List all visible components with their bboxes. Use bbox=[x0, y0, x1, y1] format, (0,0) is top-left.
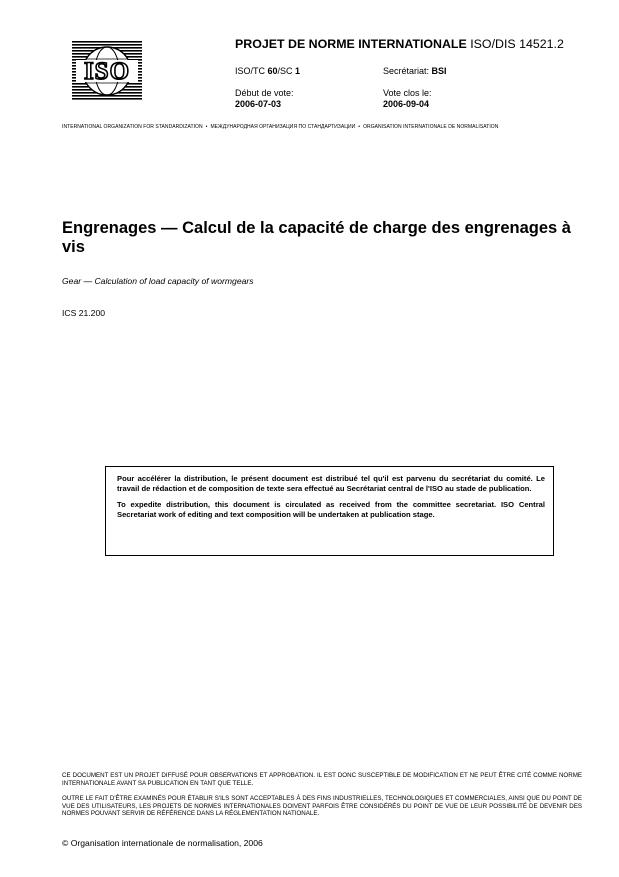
org-name-fr: ORGANISATION INTERNATIONALE DE NORMALISATION bbox=[363, 124, 499, 130]
iso-logo bbox=[72, 41, 142, 101]
copyright: © Organisation internationale de normalisation, 2006 bbox=[62, 838, 263, 848]
footer-disclaimer-2: OUTRE LE FAIT D'ÊTRE EXAMINÉS POUR ÉTABLIR S'ILS SONT ACCEPTABLES À DES FINS INDUSTRIELLES, TECHNOLOGIQUES ET COMMERCIALES, AINSI QUE DU POINT DE VUE DES UTILISATEURS, LES PROJETS DE NORMES INTERNATIONALES DOIVENT PARFOIS ÊTRE CONSIDÉRÉS DU POINT DE VUE DE LEUR POSSIBILITÉ DE DEVENIR DES NORMES POUVANT SERVIR DE RÉFÉRENCE DANS LA RÉGLEMENTATION NATIONALE. bbox=[62, 795, 582, 818]
committee-prefix: ISO/TC bbox=[235, 66, 268, 76]
draft-standard-title bbox=[235, 37, 564, 51]
organization-names bbox=[62, 124, 582, 130]
vote-start-date: 2006-07-03 bbox=[235, 99, 282, 109]
secretariat-label: Secrétariat: bbox=[383, 66, 432, 76]
document-title: Engrenages — Calcul de la capacité de charge des engrenages à vis bbox=[62, 219, 571, 256]
org-name-en: INTERNATIONAL ORGANIZATION FOR STANDARDIZATION bbox=[62, 124, 203, 130]
committee-sc: 1 bbox=[295, 66, 301, 76]
footer-disclaimer-1: CE DOCUMENT EST UN PROJET DIFFUSÉ POUR OBSERVATIONS ET APPROBATION. IL EST DONC SUSCEPTIBLE DE MODIFICATION ET NE PEUT ÊTRE CITÉ COMME NORME INTERNATIONALE AVANT SA PUBLICATION EN TANT QUE TELLE. bbox=[62, 772, 582, 787]
secretariat bbox=[383, 66, 447, 76]
vote-end-date: 2006-09-04 bbox=[383, 99, 430, 109]
org-name-ru: МЕЖДУНАРОДНАЯ ОРГАНИЗАЦИЯ ПО СТАНДАРТИЗАЦИИ bbox=[210, 124, 356, 130]
distribution-notice bbox=[105, 466, 554, 556]
committee-tc: 60 bbox=[267, 66, 278, 76]
vote-end-label: Vote clos le: bbox=[383, 88, 432, 98]
iso-logo-text: ISO bbox=[83, 58, 131, 85]
secretariat-value: BSI bbox=[431, 66, 447, 76]
org-separator: • bbox=[205, 124, 208, 130]
committee-sep: /SC bbox=[277, 66, 296, 76]
committee bbox=[235, 66, 300, 76]
ics-code: ICS 21.200 bbox=[62, 308, 105, 318]
doc-number: ISO/DIS 14521.2 bbox=[470, 37, 564, 51]
vote-start-label: Début de vote: bbox=[235, 88, 294, 98]
org-separator: • bbox=[358, 124, 361, 130]
draft-label: PROJET DE NORME INTERNATIONALE bbox=[235, 37, 467, 51]
notice-en: To expedite distribution, this document is circulated as received from the committee secretariat. ISO Central Secretariat work of editing and text composition will be undertaken at publication stage. bbox=[117, 500, 545, 519]
document-subtitle-en: Gear — Calculation of load capacity of wormgears bbox=[62, 276, 254, 286]
notice-fr: Pour accélérer la distribution, le présent document est distribué tel qu'il est parvenu du secrétariat du comité. Le travail de rédaction et de composition de texte sera effectué au Secrétariat central de l'ISO au stade de publication. bbox=[117, 474, 545, 493]
